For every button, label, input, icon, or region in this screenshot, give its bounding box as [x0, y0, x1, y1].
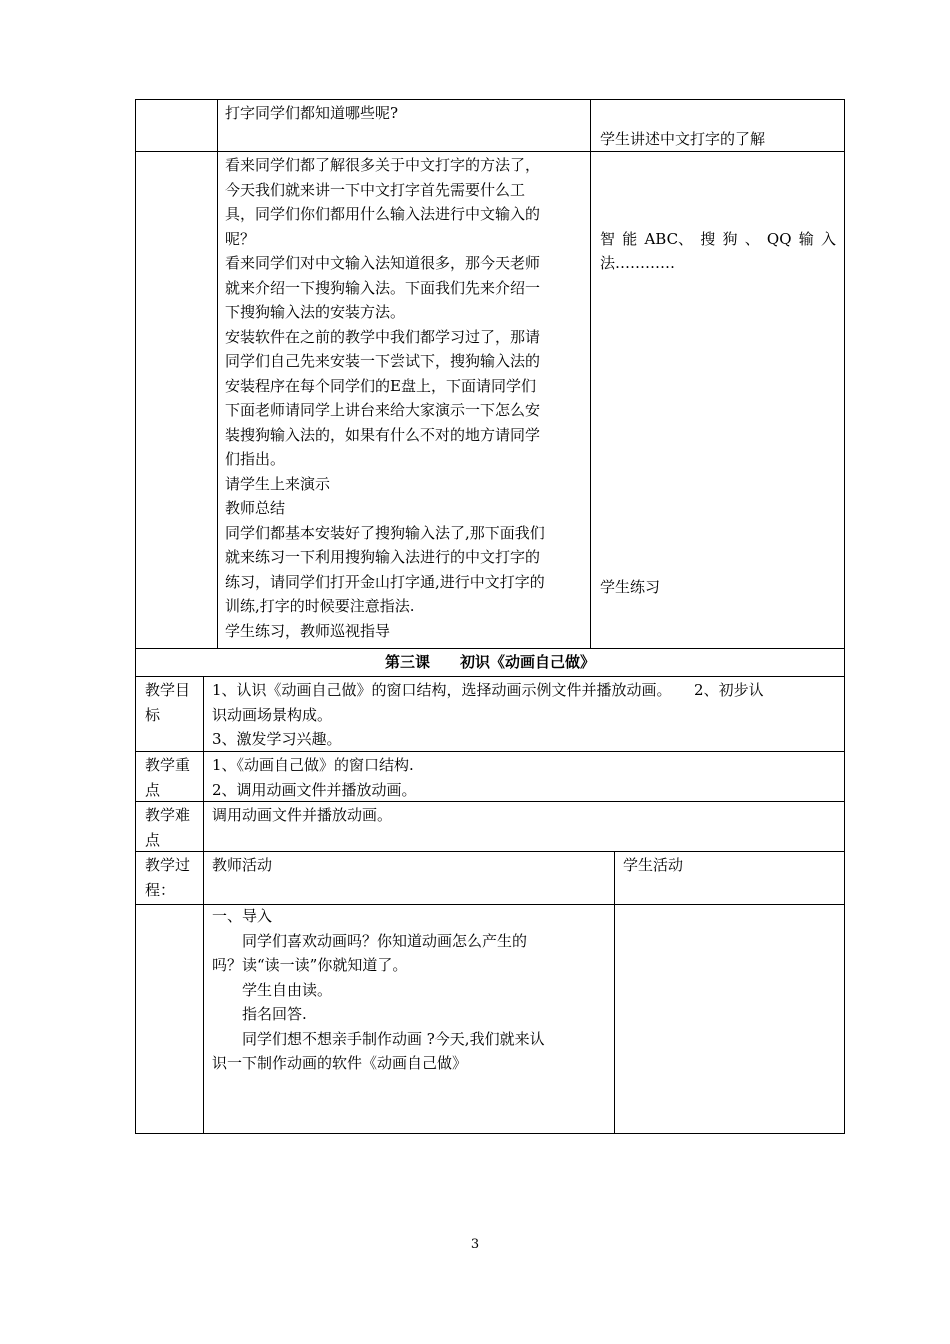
text-line: 2、调用动画文件并播放动画。: [212, 780, 417, 799]
text-line: 练习，请同学们打开金山打字通,进行中文打字的: [225, 572, 545, 591]
label-line: 标: [145, 705, 161, 724]
text-line: 一、导入: [212, 907, 273, 925]
process-label: [145, 853, 190, 902]
goal-label: [145, 678, 190, 727]
text-token: 、: [744, 230, 760, 248]
table-border-right: [844, 99, 845, 1134]
label-line: 教学目: [145, 681, 191, 699]
column-divider: [217, 99, 218, 649]
label-line: 程：: [145, 880, 176, 899]
goal-content: [212, 678, 764, 752]
table-border-bottom: [135, 1133, 845, 1134]
table-border-top: [135, 99, 845, 100]
text-line: 3、激发学习兴趣。: [212, 730, 342, 748]
text-line: 同学们都基本安装好了搜狗输入法了,那下面我们: [225, 523, 545, 542]
column-divider: [614, 851, 615, 1134]
teacher-activity-header: 教师活动: [212, 856, 273, 874]
text-line: 学生自由读。: [212, 980, 333, 999]
text-token: QQ: [766, 230, 792, 248]
text-token: 输: [798, 230, 814, 248]
row2-student-practice: 学生练习: [600, 578, 661, 596]
row2-student-input-methods-cont: 法…………: [600, 254, 676, 272]
text-line: 同学们自己先来安装一下尝试下，搜狗输入法的: [225, 352, 541, 370]
text-line: 训练,打字的时候要注意指法.: [225, 597, 415, 615]
text-line: 调用动画文件并播放动画。: [212, 806, 393, 824]
text-line: 们指出。: [225, 450, 286, 468]
text-line: 安装程序在每个同学们的E盘上，下面请同学们: [225, 376, 536, 395]
text-line: 就来练习一下利用搜狗输入法进行的中文打字的: [225, 548, 541, 566]
row1-student-text: 学生讲述中文打字的了解: [600, 130, 766, 148]
text-line: 同学们想不想亲手制作动画 ?今天,我们就来认: [212, 1029, 545, 1048]
row2-teacher-text: [225, 153, 545, 643]
text-line: 1、《动画自己做》的窗口结构.: [212, 756, 414, 774]
difficulty-content: [212, 803, 392, 828]
row2-student-input-methods: [600, 227, 836, 252]
text-line: 请学生上来演示: [225, 474, 331, 493]
row1-teacher-text: [225, 101, 398, 126]
label-line: 教学过: [145, 856, 191, 874]
text-token: 能: [622, 230, 638, 248]
text-line: 识一下制作动画的软件《动画自己做》: [212, 1054, 468, 1072]
column-divider: [203, 676, 204, 1134]
text-line: 教师总结: [225, 499, 286, 517]
text-line: 具，同学们你们都用什么输入法进行中文输入的: [225, 205, 541, 223]
student-activity-header: 学生活动: [623, 856, 684, 874]
table-border-left: [135, 99, 136, 1134]
intro-content: [212, 904, 545, 1076]
text-line: 识动画场景构成。: [212, 705, 333, 724]
label-line: 教学难: [145, 806, 191, 824]
row-divider: [135, 851, 845, 852]
text-line: 装搜狗输入法的，如果有什么不对的地方请同学: [225, 425, 541, 444]
text-line: 下搜狗输入法的安装方法。: [225, 303, 406, 321]
column-divider: [590, 99, 591, 649]
text-token: 智: [600, 230, 616, 248]
text-line: 就来介绍一下搜狗输入法。下面我们先来介绍一: [225, 278, 541, 297]
text-line: 看来同学们都了解很多关于中文打字的方法了，: [225, 156, 541, 174]
text-token: ABC、: [644, 230, 694, 248]
key-label: [145, 753, 190, 802]
text-line: 同学们喜欢动画吗？你知道动画怎么产生的: [212, 931, 528, 950]
row-divider: [135, 648, 845, 649]
text-line: 安装软件在之前的教学中我们都学习过了，那请: [225, 327, 541, 346]
text-token: 入: [820, 230, 836, 248]
label-line: 教学重: [145, 756, 191, 774]
difficulty-label: [145, 803, 190, 852]
text-token: 搜: [700, 230, 716, 248]
label-line: 点: [145, 830, 161, 849]
text-line: 1、认识《动画自己做》的窗口结构，选择动画示例文件并播放动画。 2、初步认: [212, 681, 764, 699]
lesson-title: 第三课 初识《动画自己做》: [384, 653, 595, 671]
text-token: 狗: [722, 230, 738, 248]
text-line: 下面老师请同学上讲台来给大家演示一下怎么安: [225, 401, 541, 419]
text-line: 呢？: [225, 229, 256, 248]
text-line: 今天我们就来讲一下中文打字首先需要什么工: [225, 180, 526, 199]
label-line: 点: [145, 780, 161, 799]
text-line: 看来同学们对中文输入法知道很多，那今天老师: [225, 254, 541, 272]
text-line: 学生练习，教师巡视指导: [225, 621, 391, 640]
text-line: 指名回答.: [212, 1005, 307, 1023]
key-content: [212, 753, 417, 802]
text-line: 打字同学们都知道哪些呢?: [225, 104, 399, 122]
text-line: 吗？读“读一读”你就知道了。: [212, 956, 408, 974]
row-divider: [135, 676, 845, 677]
page-number: 3: [470, 1237, 480, 1252]
